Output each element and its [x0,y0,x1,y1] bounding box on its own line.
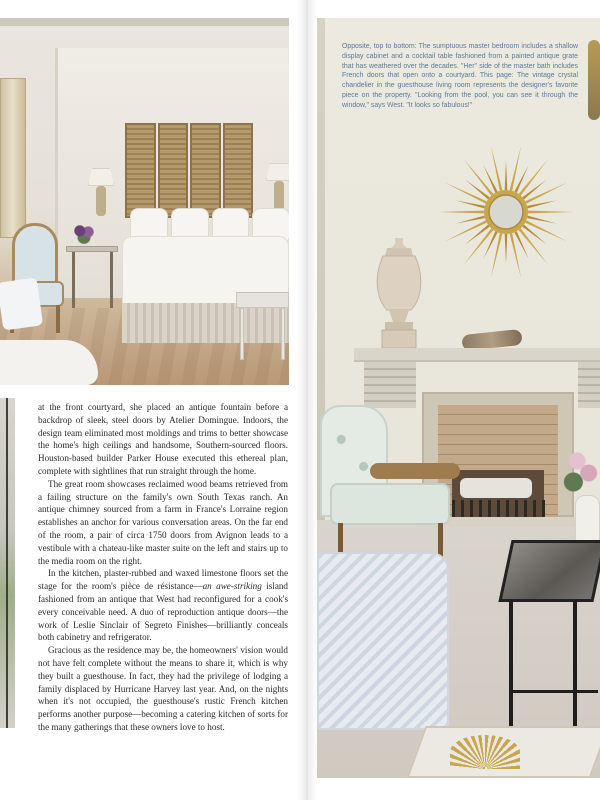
paragraph-text: The great room showcases reclaimed wood beams retrieved from a failing structure on the family's own South Texas ranch. An antique chimney sourced from a farm in France's Lorraine region establishes an anchor for various conversation areas. On the far end of the room, a pair of circa 1750 doors from Avignon leads to a vestibule with a chateau-like master suite on the left and stairs up to the media room on the right. [38,478,288,566]
ceiling-beam [0,18,289,26]
bedside-lamp-right [266,163,289,211]
slipcovered-sofa [317,552,449,730]
shutter-headboard [125,123,253,218]
sunburst-ray [527,200,557,208]
throw-blanket [0,277,43,330]
bed-bench [236,292,289,362]
shutter-panel [125,123,156,218]
nightstand-leg [110,252,113,308]
bench-leg [281,308,285,360]
window-mullion [6,398,8,728]
article-body [38,401,288,734]
sunburst-ray [445,220,487,241]
article-paragraph [38,567,288,644]
bench-cushion [236,292,289,308]
sunburst-ray [522,180,546,200]
article-paragraph [38,644,288,734]
stone-urn [373,238,425,348]
sunburst-ray [465,225,489,245]
wing-chair [320,405,460,565]
shutter-panel [190,123,221,218]
armchair-back [12,223,58,285]
sunburst-ray [455,216,485,224]
sunburst-ray [514,165,528,193]
bench-leg [240,308,244,360]
sunburst-ray [483,165,497,193]
wing-chair-seat [330,483,450,525]
cocktail-table [505,540,600,730]
paragraph-text: at the front courtyard, she placed an antique fountain before a backdrop of sleek, steel doors by Atelier Domingue. Indoors, the design team eliminated most moldings and trims to better showcase the home's high ceilings and handsome, Southern-sourced floors. Houston-based builder Parker House executed this ethereal plan, complete with sightlines that run straight through the home. [38,402,288,476]
lamp-base [96,186,106,216]
bedroom-photo [0,18,289,385]
mirror-glass [489,195,523,229]
bedside-lamp-left [88,168,114,216]
sunburst-ray [525,220,567,241]
shutter-panel [158,123,189,218]
article-paragraph [38,401,288,478]
fireplace-mantel [354,348,600,362]
paragraph-text: Gracious as the residence may be, the homeowners' vision would not have felt complete without the means to share it, which is why they built a guesthouse. In fact, they had the privilege of lodging a family displaced by Hurricane Harvey last year. And, on the nights when it's not occupied, the guesthouse's rustic French kitchen performs another purpose—becoming a catering kitchen of sorts for the many gatherings that these owners love to host. [38,645,288,732]
paragraph-text: island fashioned from an antique that West had reconfigured for a cook's every conceivable need. A duo of reproduction antique doors—the work of Leslie Sinclair of Segreto Finishes—brilliantly conceals both cabinetry and refrigerator. [38,581,288,643]
mantel-corbel [578,362,600,408]
photo-caption: Opposite, top to bottom: The sumptuous master bedroom includes a shallow display cabinet and a cocktail table fashioned from a painted antique grate that has weathered over the decades. "Her" side of the master bath includes French doors that open onto a courtyard. This page: The vintage crystal chandelier in the guesthouse living room represents the designer's favorite piece on the property. "Looking from the pool, you can see it through the window," says West. "It looks so fabulous!" [342,43,578,109]
wing-chair-arm [370,463,460,479]
armchair-leg [56,305,60,333]
birch-logs [460,478,532,498]
flower-arrangement [70,222,98,244]
lamp-base [274,181,284,211]
sunburst-ray [445,182,487,203]
sunburst-ray [438,211,484,214]
italic-phrase: an awe-striking [202,581,262,592]
nightstand [66,246,118,308]
article-paragraph [38,478,288,568]
peony-arrangement [562,440,600,500]
sunburst-ray [522,225,546,245]
sunburst-mirror [437,143,575,281]
sunburst-ray [525,182,567,203]
table-rail [513,690,598,693]
shutter-panel [223,123,254,218]
sunburst-ray [465,180,489,200]
table-top [498,540,600,602]
table-leg [573,600,577,730]
lamp-shade [88,168,114,186]
white-vase [575,495,600,545]
display-cabinet [0,78,26,238]
bath-window-photo [0,398,15,728]
lamp-shade [266,163,289,181]
sunburst-ray [483,231,497,259]
sunburst-ray [505,160,508,190]
sunburst-ray [528,211,574,214]
page-gutter [297,0,317,800]
tray-sunburst [450,735,520,769]
paragraph-text: In the kitchen, plaster-rubbed and waxed limestone floors set the stage for the room's pièce de résistance— [38,568,288,592]
nightstand-leg [72,252,75,308]
sunburst-ray [527,216,557,224]
table-leg [509,600,513,730]
sunburst-ray [455,200,485,208]
sunburst-ray [505,234,508,264]
mantel-corbel [364,362,416,408]
sunburst-ray [514,231,528,259]
hide-rug [0,340,98,385]
wall-sconce [588,40,600,120]
